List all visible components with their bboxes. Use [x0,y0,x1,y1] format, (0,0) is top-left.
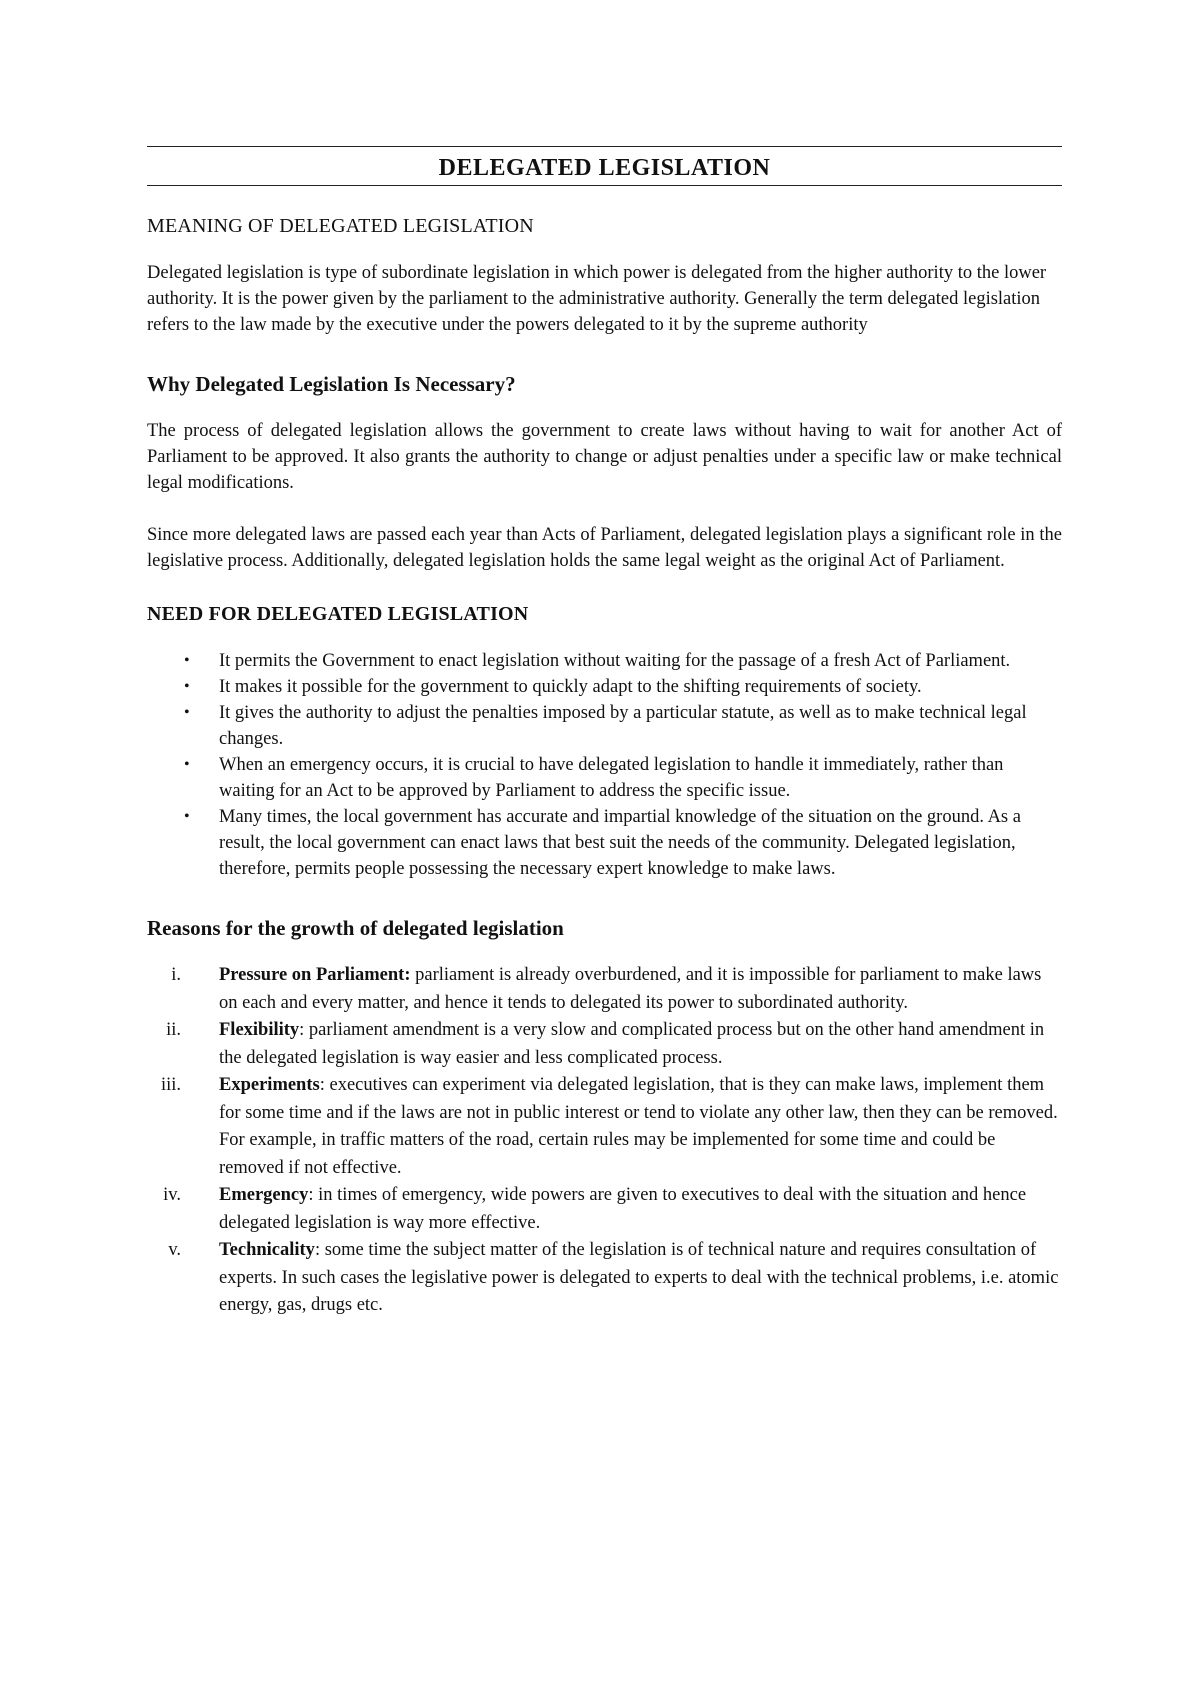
list-item [147,700,1062,752]
list-item-text: It gives the authority to adjust the penalties imposed by a particular statute, as well as to make technical legal changes. [219,703,1027,749]
reason-term: Pressure on Parliament: [219,965,411,985]
document-title: DELEGATED LEGISLATION [438,155,771,181]
bullet-icon: • [184,652,190,669]
reason-text: : some time the subject matter of the legislation is of technical nature and requires consultation of experts. In such cases the legislative power is delegated to experts to deal with the technical problems, i.e. atomic energy, gas, drugs etc. [219,1240,1059,1315]
list-item-text: Many times, the local government has accurate and impartial knowledge of the situation on the ground. As a result, the local government can enact laws that best suit the needs of the community. Delegated legislation, therefore, permits people possessing the necessary expert knowledge to make laws. [219,807,1021,879]
list-item [147,804,1062,882]
list-item [147,752,1062,804]
list-item-text: When an emergency occurs, it is crucial to have delegated legislation to handle it immediately, rather than waiting for an Act to be approved by Parliament to address the specific issue. [219,755,1004,801]
bullet-icon: • [184,808,190,825]
list-item-text: It permits the Government to enact legislation without waiting for the passage of a fresh Act of Parliament. [219,651,1011,671]
why-heading: Why Delegated Legislation Is Necessary? [147,372,516,396]
list-item [147,1072,1062,1182]
list-item [147,1017,1062,1072]
why-paragraph-2: Since more delegated laws are passed each year than Acts of Parliament, delegated legislation plays a significant role in the legislative process. Additionally, delegated legislation holds the same legal weight as the original Act of Parliament. [147,525,1062,571]
reason-text: parliament is already overburdened, and it is impossible for parliament to make laws on each and every matter, and hence it tends to delegated its power to subordinated authority. [219,965,1042,1013]
list-number: v. [168,1240,181,1260]
reason-term: Experiments [219,1075,320,1095]
list-number: iv. [163,1185,181,1205]
list-number: i. [171,965,181,985]
need-heading: NEED FOR DELEGATED LEGISLATION [147,603,529,625]
list-item [147,1182,1062,1237]
bullet-icon: • [184,756,190,773]
need-list [147,648,1062,882]
meaning-paragraph: Delegated legislation is type of subordinate legislation in which power is delegated from the higher authority to the lower authority. It is the power given by the parliament to the administrative authority. Generally the term delegated legislation refers to the law made by the executive under the powers delegated to it by the supreme authority [147,263,1047,335]
reason-term: Flexibility [219,1020,300,1040]
meaning-heading: MEANING OF DELEGATED LEGISLATION [147,215,534,237]
list-item [147,962,1062,1017]
reason-text: : executives can experiment via delegated legislation, that is they can make laws, implement them for some time and if the laws are not in public interest or tend to violate any other law, then they can be removed. For example, in traffic matters of the road, certain rules may be implemented for some time and could be removed if not effective. [219,1075,1058,1178]
title-block [147,146,1062,186]
list-number: ii. [166,1020,181,1040]
bullet-icon: • [184,678,190,695]
document-page [147,146,1062,1320]
bullet-icon: • [184,704,190,721]
list-item [147,1237,1062,1320]
why-paragraph-1: The process of delegated legislation allows the government to create laws without having to wait for another Act of Parliament to be approved. It also grants the authority to change or adjust penalties under a specific law or make technical legal modifications. [147,421,1062,493]
reason-term: Technicality [219,1240,315,1260]
list-item [147,674,1062,700]
list-item [147,648,1062,674]
reasons-heading: Reasons for the growth of delegated legislation [147,916,564,940]
reasons-list [147,962,1062,1320]
reason-text: : parliament amendment is a very slow and complicated process but on the other hand amendment in the delegated legislation is way easier and less complicated process. [219,1020,1045,1068]
reason-term: Emergency [219,1185,309,1205]
reason-text: : in times of emergency, wide powers are given to executives to deal with the situation and hence delegated legislation is way more effective. [219,1185,1027,1233]
list-number: iii. [160,1075,181,1095]
list-item-text: It makes it possible for the government to quickly adapt to the shifting requirements of society. [219,677,922,697]
